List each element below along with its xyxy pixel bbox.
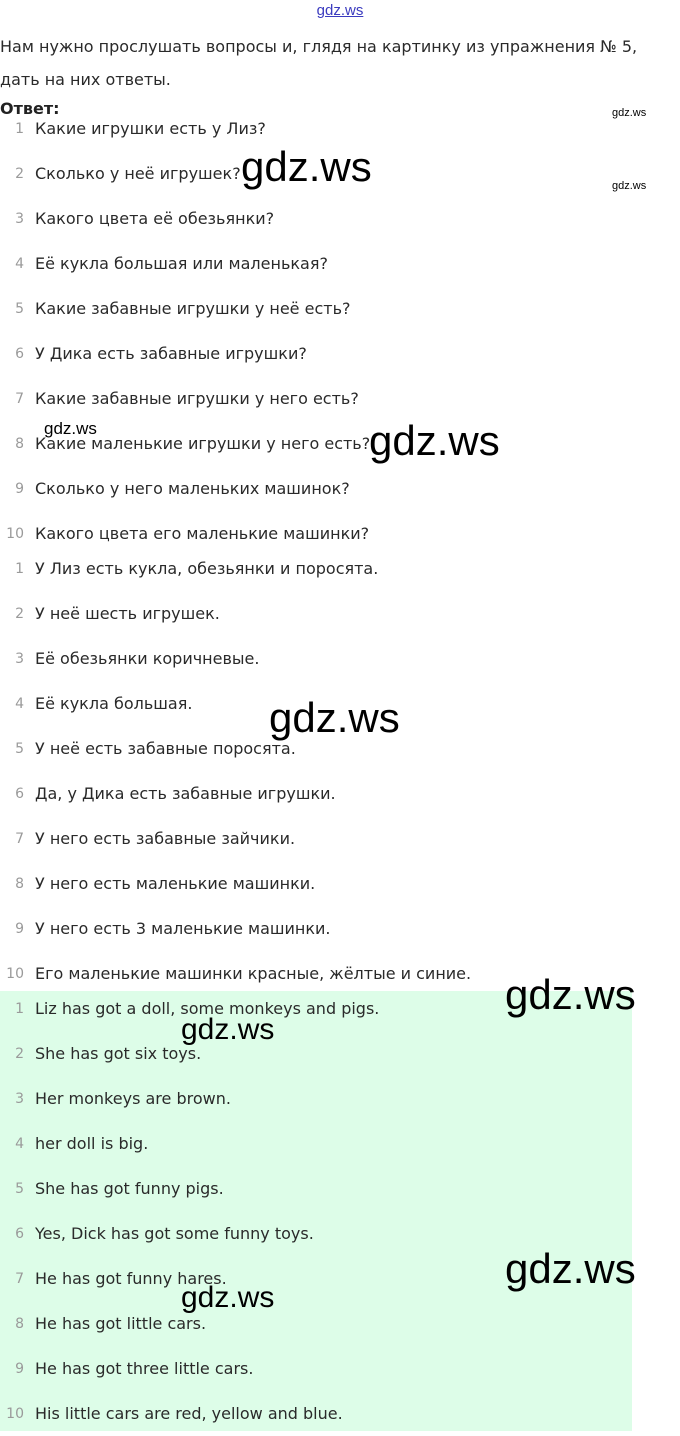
watermark: gdz.ws — [505, 1245, 636, 1292]
answer-ru-row — [0, 591, 640, 636]
answer-ru-row — [0, 861, 640, 906]
watermark: gdz.ws — [241, 143, 372, 190]
question-row — [0, 331, 640, 376]
line-number: 1 — [15, 1000, 24, 1017]
line-text: Liz has got a doll, some monkeys and pigs. — [35, 999, 380, 1018]
question-row — [0, 196, 640, 241]
line-text: У Лиз есть кукла, обезьянки и поросята. — [35, 559, 379, 578]
line-text: Сколько у неё игрушек? — [35, 164, 241, 183]
answer-en-row — [0, 1346, 640, 1391]
line-number: 9 — [15, 1360, 24, 1377]
answer-en-row — [0, 1391, 640, 1436]
answer-en-row — [0, 1121, 640, 1166]
line-number: 7 — [15, 830, 24, 847]
watermark: gdz.ws — [44, 419, 97, 438]
line-text: Какого цвета его маленькие машинки? — [35, 524, 370, 543]
line-text: У него есть 3 маленькие машинки. — [35, 919, 331, 938]
answer-en-row — [0, 1031, 640, 1076]
line-text: Его маленькие машинки красные, жёлтые и синие. — [35, 964, 472, 983]
line-text: У него есть маленькие машинки. — [35, 874, 316, 893]
line-text: У него есть забавные зайчики. — [35, 829, 296, 848]
watermark: gdz.ws — [369, 417, 500, 464]
answer-en-row — [0, 1166, 640, 1211]
line-text: У неё шесть игрушек. — [35, 604, 220, 623]
line-text: Какие забавные игрушки у него есть? — [35, 389, 359, 408]
watermark: gdz.ws — [612, 107, 647, 119]
line-text: Какие игрушки есть у Лиз? — [35, 119, 266, 138]
line-text: He has got funny hares. — [35, 1269, 227, 1288]
line-number: 7 — [15, 390, 24, 407]
line-text: Какого цвета её обезьянки? — [35, 209, 275, 228]
line-number: 5 — [15, 740, 24, 757]
line-number: 2 — [15, 605, 24, 622]
line-number: 6 — [15, 345, 24, 362]
line-number: 10 — [6, 525, 24, 542]
line-number: 3 — [15, 210, 24, 227]
line-number: 5 — [15, 300, 24, 317]
line-number: 4 — [15, 255, 24, 272]
question-row — [0, 286, 640, 331]
line-text: He has got little cars. — [35, 1314, 207, 1333]
line-number: 10 — [6, 1405, 24, 1422]
line-text: Her monkeys are brown. — [35, 1089, 231, 1108]
line-number: 8 — [15, 875, 24, 892]
line-text: She has got six toys. — [35, 1044, 202, 1063]
line-number: 3 — [15, 1090, 24, 1107]
line-number: 3 — [15, 650, 24, 667]
watermark: gdz.ws — [181, 1013, 275, 1046]
line-text: У неё есть забавные поросята. — [35, 739, 296, 758]
question-row — [0, 241, 640, 286]
answer-ru-row — [0, 636, 640, 681]
line-number: 10 — [6, 965, 24, 982]
line-number: 6 — [15, 1225, 24, 1242]
line-number: 5 — [15, 1180, 24, 1197]
line-text: Да, у Дика есть забавные игрушки. — [35, 784, 336, 803]
line-number: 9 — [15, 920, 24, 937]
answer-ru-row — [0, 546, 640, 591]
answer-en-row — [0, 1076, 640, 1121]
line-text: He has got three little cars. — [35, 1359, 254, 1378]
line-number: 7 — [15, 1270, 24, 1287]
line-number: 8 — [15, 435, 24, 452]
watermark: gdz.ws — [269, 694, 400, 741]
answer-ru-row — [0, 906, 640, 951]
line-number: 1 — [15, 560, 24, 577]
site-link[interactable]: gdz.ws — [316, 2, 364, 19]
line-number: 8 — [15, 1315, 24, 1332]
intro-text: Нам нужно прослушать вопросы и, глядя на картинку из упражнения № 5, дать на них ответы. — [0, 37, 638, 89]
line-number: 4 — [15, 695, 24, 712]
line-text: her doll is big. — [35, 1134, 149, 1153]
line-number: 1 — [15, 120, 24, 137]
line-text: She has got funny pigs. — [35, 1179, 224, 1198]
line-text: Её обезьянки коричневые. — [35, 649, 260, 668]
answer-en-row — [0, 1301, 640, 1346]
answer-ru-row — [0, 771, 640, 816]
line-text: Сколько у него маленьких машинок? — [35, 479, 350, 498]
line-text: His little cars are red, yellow and blue. — [35, 1404, 343, 1423]
line-text: Её кукла большая или маленькая? — [35, 254, 328, 273]
line-text: У Дика есть забавные игрушки? — [35, 344, 307, 363]
watermark: gdz.ws — [181, 1281, 275, 1314]
line-text: Какие забавные игрушки у неё есть? — [35, 299, 351, 318]
line-text: Yes, Dick has got some funny toys. — [35, 1224, 314, 1243]
line-number: 6 — [15, 785, 24, 802]
line-number: 2 — [15, 1045, 24, 1062]
line-number: 4 — [15, 1135, 24, 1152]
section-heading: Ответ: — [0, 99, 60, 118]
question-row — [0, 376, 640, 421]
line-text: Какие маленькие игрушки у него есть? — [35, 434, 371, 453]
watermark: gdz.ws — [505, 971, 636, 1018]
watermark: gdz.ws — [612, 180, 647, 192]
line-text: Её кукла большая. — [35, 694, 193, 713]
line-number: 2 — [15, 165, 24, 182]
question-row — [0, 466, 640, 511]
line-number: 9 — [15, 480, 24, 497]
answer-ru-row — [0, 816, 640, 861]
